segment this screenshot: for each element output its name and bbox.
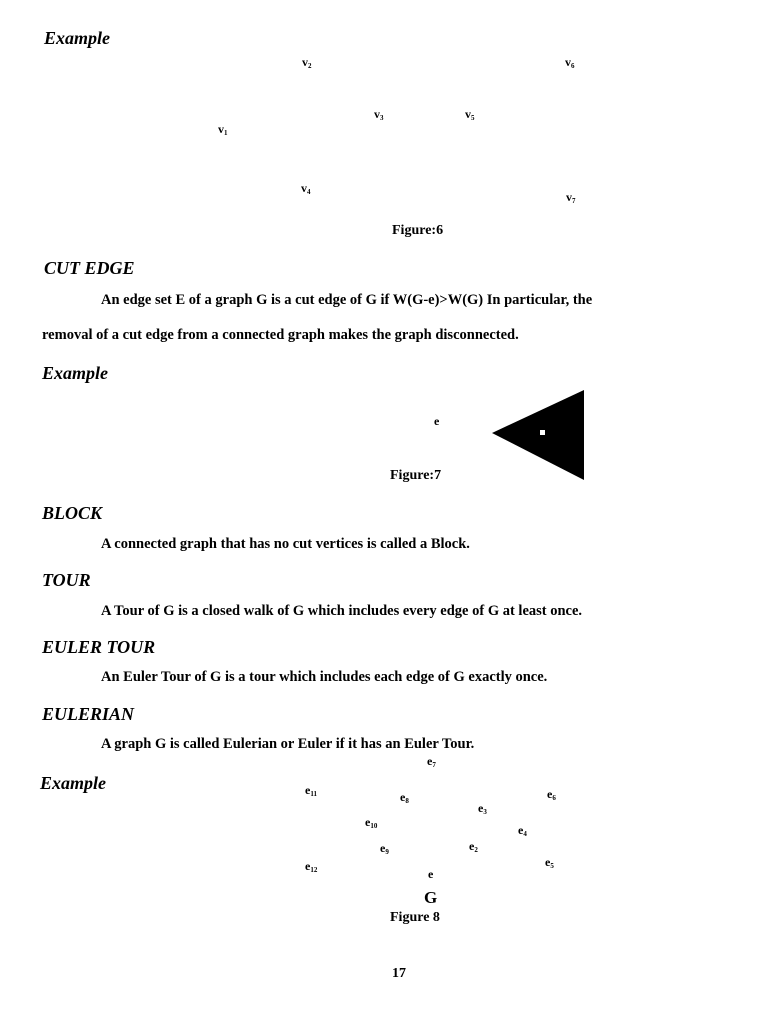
vertex-label-v3: $v_3$ xyxy=(374,107,384,122)
vertex-label-v5: $v_5$ xyxy=(465,107,475,122)
edge-label-e11: $e_{11}$ xyxy=(305,783,317,798)
example-heading-2: Example xyxy=(42,363,108,383)
edge-label-e9: $e_9$ xyxy=(380,841,389,856)
vertex-label-v2: $v_2$ xyxy=(302,55,312,70)
tour-heading: TOUR xyxy=(42,570,91,590)
eulerian-heading: EULERIAN xyxy=(42,704,135,724)
figure-6-caption: Figure:6 xyxy=(392,223,444,238)
block-text: A connected graph that has no cut vertices is called a Block. xyxy=(101,536,470,552)
euler-tour-heading: EULER TOUR xyxy=(42,637,156,657)
vertex-label-v7: $v_7$ xyxy=(566,190,576,205)
triangle-shape xyxy=(490,388,586,482)
vertex-label-v1: $v_1$ xyxy=(218,122,228,137)
block-heading: BLOCK xyxy=(42,503,103,523)
edge-label-e8: $e_8$ xyxy=(400,790,409,805)
euler-tour-text: An Euler Tour of G is a tour which includes each edge of G exactly once. xyxy=(101,669,548,685)
edge-label-e10: $e_{10}$ xyxy=(365,815,378,830)
example-heading-3: Example xyxy=(40,773,106,793)
example-heading-1: Example xyxy=(44,28,110,48)
page-number: 17 xyxy=(392,966,406,981)
vertex-label-v6: $v_6$ xyxy=(565,55,575,70)
graph-label-g: G xyxy=(424,888,438,907)
tour-text: A Tour of G is a closed walk of G which includes every edge of G at least once. xyxy=(101,603,583,619)
figure-8-caption: Figure 8 xyxy=(390,910,440,925)
cut-edge-heading: CUT EDGE xyxy=(44,258,135,278)
cut-edge-text-line-1: An edge set E of a graph G is a cut edge of G if W(G-e)>W(G) In particular, the xyxy=(101,292,593,308)
edge-label-e: e xyxy=(434,414,440,428)
eulerian-text: A graph G is called Eulerian or Euler if it has an Euler Tour. xyxy=(101,736,475,752)
edge-label-e6: $e_6$ xyxy=(547,787,556,802)
figure-7-caption: Figure:7 xyxy=(390,468,442,483)
vertex-label-v4: $v_4$ xyxy=(301,181,311,196)
edge-label-e5: $e_5$ xyxy=(545,855,554,870)
edge-label-e2: $e_2$ xyxy=(469,839,478,854)
edge-label-e1: e xyxy=(428,867,434,881)
edge-label-e7: $e_7$ xyxy=(427,754,436,769)
edge-label-e4: $e_4$ xyxy=(518,823,527,838)
edge-label-e3: $e_3$ xyxy=(478,801,487,816)
edge-label-e12: $e_{12}$ xyxy=(305,859,318,874)
cut-edge-text-line-2: removal of a cut edge from a connected graph makes the graph disconnected. xyxy=(42,327,519,343)
